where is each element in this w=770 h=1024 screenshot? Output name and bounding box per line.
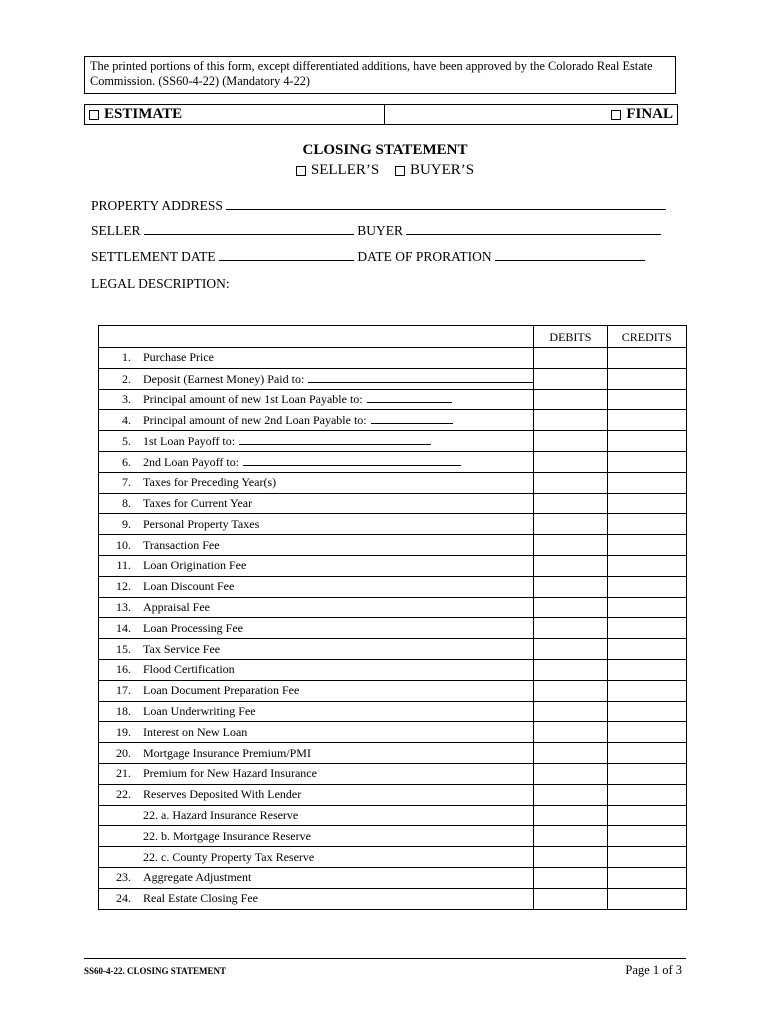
line-item-number: 2. [122,371,131,386]
line-item-label: Premium for New Hazard Insurance [143,766,317,781]
line-item-number: 17. [116,683,131,698]
credit-cell[interactable] [607,368,686,389]
table-row [99,784,687,805]
line-item-description [99,431,534,452]
line-item-number: 5. [122,434,131,449]
debit-cell[interactable] [534,451,607,472]
table-row [99,472,687,493]
line-item-label: 22. c. County Property Tax Reserve [143,849,315,864]
debit-cell[interactable] [534,597,607,618]
table-row [99,576,687,597]
line-item-number: 24. [116,891,131,906]
debit-cell[interactable] [534,493,607,514]
debit-cell[interactable] [534,805,607,826]
line-item-description [99,784,534,805]
line-item-description [99,368,534,389]
seller-checkbox[interactable] [296,166,306,176]
payee-field[interactable] [243,454,461,466]
credit-cell[interactable] [607,639,686,660]
buyer-field[interactable] [406,223,661,235]
line-item-number: 9. [122,516,131,531]
debit-cell[interactable] [534,639,607,660]
credit-cell[interactable] [607,618,686,639]
line-item-number: 14. [116,620,131,635]
line-item-number: 12. [116,579,131,594]
debit-cell[interactable] [534,472,607,493]
debit-cell[interactable] [534,763,607,784]
debit-cell[interactable] [534,576,607,597]
line-item-description [99,763,534,784]
statement-party [0,162,770,179]
debit-cell[interactable] [534,722,607,743]
payee-field[interactable] [239,433,431,445]
table-row [99,348,687,369]
line-item-number: 4. [122,413,131,428]
legal-description-label: LEGAL DESCRIPTION: [91,276,230,291]
property-address-row [91,198,666,214]
date-of-proration-label: DATE OF PRORATION [357,249,492,264]
line-item-label: Appraisal Fee [143,599,210,614]
debit-cell[interactable] [534,847,607,868]
debit-cell[interactable] [534,431,607,452]
final-option[interactable] [385,105,677,124]
seller-buyer-row [91,223,661,239]
debit-cell[interactable] [534,701,607,722]
legal-description-row [91,276,230,292]
seller-field[interactable] [144,223,354,235]
table-row [99,639,687,660]
estimate-checkbox[interactable] [89,110,99,120]
line-item-label: Principal amount of new 1st Loan Payable to: [143,392,363,407]
debit-cell[interactable] [534,826,607,847]
credit-cell[interactable] [607,576,686,597]
line-item-description [99,389,534,410]
credit-cell[interactable] [607,722,686,743]
seller-option[interactable] [296,162,379,179]
debit-cell[interactable] [534,348,607,369]
line-item-label: Real Estate Closing Fee [143,891,258,906]
debit-cell[interactable] [534,535,607,556]
line-item-label: Loan Origination Fee [143,558,247,573]
line-item-description [99,867,534,888]
credit-cell[interactable] [607,701,686,722]
credit-cell[interactable] [607,514,686,535]
table-row [99,597,687,618]
credit-cell[interactable] [607,888,686,909]
debit-cell[interactable] [534,659,607,680]
table-row [99,431,687,452]
line-item-label: 1st Loan Payoff to: [143,434,236,449]
property-address-field[interactable] [226,198,666,210]
credit-cell[interactable] [607,431,686,452]
line-item-label: Taxes for Preceding Year(s) [143,475,277,490]
final-checkbox[interactable] [611,110,621,120]
line-item-description [99,493,534,514]
page-number: Page 1 of 3 [625,963,682,977]
line-item-label: Loan Underwriting Fee [143,703,256,718]
settlement-date-field[interactable] [219,249,354,261]
table-row [99,555,687,576]
seller-option-label: SELLER’S [310,162,380,178]
credit-cell[interactable] [607,535,686,556]
estimate-label: ESTIMATE [104,106,183,122]
line-item-description [99,805,534,826]
table-row [99,826,687,847]
buyer-option-label: BUYER’S [409,162,475,178]
credit-cell[interactable] [607,389,686,410]
line-item-description [99,472,534,493]
debit-cell[interactable] [534,743,607,764]
line-item-number: 6. [122,454,131,469]
line-item-description [99,348,534,369]
line-item-label: Transaction Fee [143,537,220,552]
debit-cell[interactable] [534,784,607,805]
credit-cell[interactable] [607,784,686,805]
line-item-label: Reserves Deposited With Lender [143,787,302,802]
line-item-label: Flood Certification [143,662,235,677]
line-item-number: 11. [116,558,131,573]
line-item-label: 2nd Loan Payoff to: [143,454,240,469]
line-item-number: 8. [122,495,131,510]
line-item-description [99,576,534,597]
credit-cell[interactable] [607,597,686,618]
line-item-number: 3. [122,392,131,407]
table-row [99,389,687,410]
table-row [99,847,687,868]
line-item-number: 20. [116,745,131,760]
credit-cell[interactable] [607,805,686,826]
payee-field[interactable] [371,412,453,424]
table-row [99,368,687,389]
line-item-description [99,743,534,764]
payee-field[interactable] [308,371,533,383]
line-item-number: 15. [116,641,131,656]
approval-notice: The printed portions of this form, except differentiated additions, have been approved by the Colorado Real Estate Commission. (SS60-4-22) (Mandatory 4-22) [84,56,676,94]
description-header [99,326,534,348]
line-item-label: Deposit (Earnest Money) Paid to: [143,371,305,386]
table-row [99,410,687,431]
line-item-number: 23. [116,870,131,885]
line-item-label: Principal amount of new 2nd Loan Payable to: [143,413,367,428]
line-item-description [99,514,534,535]
payee-field[interactable] [367,391,452,403]
table-row [99,701,687,722]
line-item-number: 13. [116,599,131,614]
buyer-option[interactable] [395,162,474,179]
line-item-label: Taxes for Current Year [143,495,253,510]
table-row [99,514,687,535]
line-item-number: 21. [116,766,131,781]
line-item-description [99,680,534,701]
debit-cell[interactable] [534,618,607,639]
line-item-description [99,639,534,660]
line-item-label: Loan Discount Fee [143,579,235,594]
form-title: CLOSING STATEMENT [302,142,468,158]
debit-cell[interactable] [534,867,607,888]
table-row [99,659,687,680]
line-item-description [99,618,534,639]
table-row [99,743,687,764]
line-item-description [99,722,534,743]
line-item-label: 22. a. Hazard Insurance Reserve [143,807,299,822]
credit-cell[interactable] [607,555,686,576]
line-item-label: Tax Service Fee [143,641,221,656]
line-item-number: 7. [122,475,131,490]
line-item-label: Loan Document Preparation Fee [143,683,300,698]
credit-cell[interactable] [607,763,686,784]
line-item-number: 1. [122,350,131,365]
line-item-label: Interest on New Loan [143,724,248,739]
line-item-number: 16. [116,662,131,677]
credit-cell[interactable] [607,826,686,847]
dates-row [91,249,645,265]
table-row [99,763,687,784]
line-item-description [99,555,534,576]
debit-cell[interactable] [534,555,607,576]
line-item-number: 18. [116,703,131,718]
line-item-description [99,659,534,680]
table-row [99,888,687,909]
settlement-date-label: SETTLEMENT DATE [91,249,216,264]
line-item-description [99,826,534,847]
credit-cell[interactable] [607,680,686,701]
closing-statement-table [98,325,687,910]
line-item-description [99,847,534,868]
line-item-description [99,888,534,909]
line-item-number: 22. [116,787,131,802]
debit-cell[interactable] [534,368,607,389]
final-label: FINAL [626,106,673,122]
line-item-label: Mortgage Insurance Premium/PMI [143,745,311,760]
line-item-description [99,535,534,556]
debits-header: DEBITS [534,326,607,348]
line-item-label: Loan Processing Fee [143,620,243,635]
footer-form-id: SS60-4-22. CLOSING STATEMENT [84,966,226,976]
line-item-label: Personal Property Taxes [143,516,260,531]
table-row [99,493,687,514]
buyer-checkbox[interactable] [395,166,405,176]
credits-header: CREDITS [607,326,686,348]
line-item-description [99,410,534,431]
credit-cell[interactable] [607,451,686,472]
credit-cell[interactable] [607,472,686,493]
estimate-final-box [84,104,678,125]
date-of-proration-field[interactable] [495,249,645,261]
debit-cell[interactable] [534,680,607,701]
line-item-number: 19. [116,724,131,739]
line-item-number: 10. [116,537,131,552]
table-row [99,867,687,888]
line-item-label: 22. b. Mortgage Insurance Reserve [143,828,311,843]
table-row [99,722,687,743]
estimate-option[interactable] [85,105,385,124]
table-row [99,805,687,826]
credit-cell[interactable] [607,847,686,868]
line-item-description [99,597,534,618]
credit-cell[interactable] [607,867,686,888]
credit-cell[interactable] [607,659,686,680]
table-row [99,618,687,639]
credit-cell[interactable] [607,743,686,764]
footer-divider [84,958,686,959]
debit-cell[interactable] [534,888,607,909]
table-header-row [99,326,687,348]
seller-label: SELLER [91,223,141,238]
debit-cell[interactable] [534,389,607,410]
line-item-description [99,701,534,722]
property-address-label: PROPERTY ADDRESS [91,198,223,213]
debit-cell[interactable] [534,514,607,535]
table-row [99,535,687,556]
debit-cell[interactable] [534,410,607,431]
table-row [99,680,687,701]
line-item-description [99,451,534,472]
credit-cell[interactable] [607,410,686,431]
table-row [99,451,687,472]
credit-cell[interactable] [607,493,686,514]
buyer-label: BUYER [357,223,404,238]
credit-cell[interactable] [607,348,686,369]
line-item-label: Aggregate Adjustment [143,870,252,885]
line-item-label: Purchase Price [143,350,214,365]
